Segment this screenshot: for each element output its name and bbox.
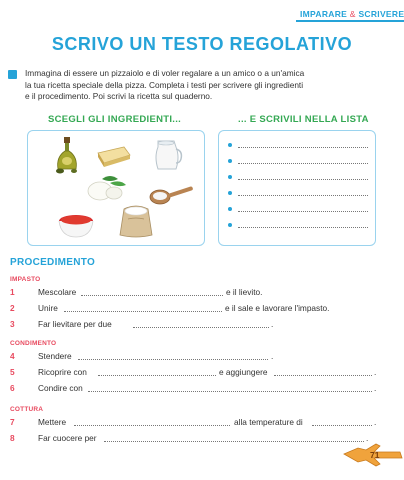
bullet-icon bbox=[228, 207, 232, 211]
header-rule bbox=[296, 20, 404, 22]
list-line[interactable] bbox=[228, 172, 368, 182]
fill-in-blank[interactable] bbox=[74, 425, 230, 426]
step-row bbox=[10, 287, 378, 299]
fill-in-blank[interactable] bbox=[98, 375, 216, 376]
step-row bbox=[10, 351, 378, 363]
fill-in-blank[interactable] bbox=[64, 311, 222, 312]
step-number: 1 bbox=[10, 287, 15, 297]
step-text: . bbox=[374, 383, 377, 393]
step-text: e il lievito. bbox=[226, 287, 263, 297]
instruction-line: la tua ricetta speciale della pizza. Completa i testi per scrivere gli ingredienti bbox=[25, 79, 304, 90]
page-title: SCRIVO UN TESTO REGOLATIVO bbox=[51, 34, 353, 54]
milk-jug-icon bbox=[150, 137, 184, 173]
step-text: Stendere bbox=[38, 351, 72, 361]
bullet-icon bbox=[228, 175, 232, 179]
olive-oil-icon bbox=[54, 135, 80, 175]
fill-in-blank[interactable] bbox=[78, 359, 268, 360]
step-row bbox=[10, 319, 378, 331]
step-text: . bbox=[366, 433, 369, 443]
ingredients-list-panel bbox=[218, 130, 376, 246]
parmesan-icon bbox=[94, 143, 134, 167]
page-number: 71 bbox=[370, 450, 380, 460]
step-text: . bbox=[271, 319, 274, 329]
step-text: . bbox=[271, 351, 274, 361]
step-row bbox=[10, 303, 378, 315]
step-text: alla temperature di bbox=[234, 417, 303, 427]
step-text: Mettere bbox=[38, 417, 67, 427]
step-text: Unire bbox=[38, 303, 58, 313]
step-text: Condire con bbox=[38, 383, 83, 393]
instructions bbox=[25, 68, 375, 103]
fill-in-blank[interactable] bbox=[312, 425, 372, 426]
instruction-line: e il procedimento. Poi scrivi la ricetta sul quaderno. bbox=[25, 91, 213, 101]
step-number: 5 bbox=[10, 367, 15, 377]
fill-in-blank[interactable] bbox=[104, 441, 364, 442]
fill-in-blank[interactable] bbox=[81, 295, 223, 296]
bullet-icon bbox=[228, 159, 232, 163]
step-number: 8 bbox=[10, 433, 15, 443]
step-row bbox=[10, 383, 378, 395]
bullet-icon bbox=[228, 143, 232, 147]
step-row bbox=[10, 433, 378, 445]
instruction-marker-icon bbox=[8, 70, 17, 79]
fill-in-blank[interactable] bbox=[274, 375, 372, 376]
step-text: . bbox=[374, 417, 377, 427]
instruction-line: Immagina di essere un pizzaiolo e di voler regalare a un amico o a un'amica bbox=[25, 68, 305, 78]
step-row bbox=[10, 417, 378, 429]
bullet-icon bbox=[228, 191, 232, 195]
bullet-icon bbox=[228, 223, 232, 227]
tomato-sauce-icon bbox=[56, 209, 96, 239]
step-number: 7 bbox=[10, 417, 15, 427]
section-word-1: IMPARARE bbox=[300, 9, 348, 19]
list-line[interactable] bbox=[228, 204, 368, 214]
step-text: Mescolare bbox=[38, 287, 77, 297]
flour-sack-icon bbox=[116, 201, 156, 239]
list-heading: ... E SCRIVILI NELLA LISTA bbox=[238, 114, 369, 125]
cottura-subheading: COTTURA bbox=[10, 406, 44, 413]
step-number: 6 bbox=[10, 383, 15, 393]
step-text: Far lievitare per due bbox=[38, 319, 112, 329]
fill-in-blank[interactable] bbox=[133, 327, 269, 328]
step-number: 2 bbox=[10, 303, 15, 313]
step-row bbox=[10, 367, 378, 379]
step-number: 3 bbox=[10, 319, 15, 329]
step-text: e aggiungere bbox=[219, 367, 268, 377]
mozzarella-icon bbox=[80, 173, 130, 203]
section-ampersand: & bbox=[349, 9, 356, 19]
step-text: Ricoprire con bbox=[38, 367, 87, 377]
step-text: . bbox=[374, 367, 377, 377]
condimento-subheading: CONDIMENTO bbox=[10, 340, 57, 347]
list-line[interactable] bbox=[228, 188, 368, 198]
procedure-heading: PROCEDIMENTO bbox=[10, 257, 96, 268]
list-line[interactable] bbox=[228, 220, 368, 230]
fill-in-blank[interactable] bbox=[88, 391, 372, 392]
step-text: Far cuocere per bbox=[38, 433, 97, 443]
ingredients-panel bbox=[27, 130, 205, 246]
section-word-2: SCRIVERE bbox=[358, 9, 404, 19]
step-text: e il sale e lavorare l'impasto. bbox=[225, 303, 330, 313]
list-line[interactable] bbox=[228, 156, 368, 166]
step-number: 4 bbox=[10, 351, 15, 361]
impasto-subheading: IMPASTO bbox=[10, 276, 41, 283]
ingredients-heading: SCEGLI GLI INGREDIENTI... bbox=[48, 114, 182, 125]
list-line[interactable] bbox=[228, 140, 368, 150]
